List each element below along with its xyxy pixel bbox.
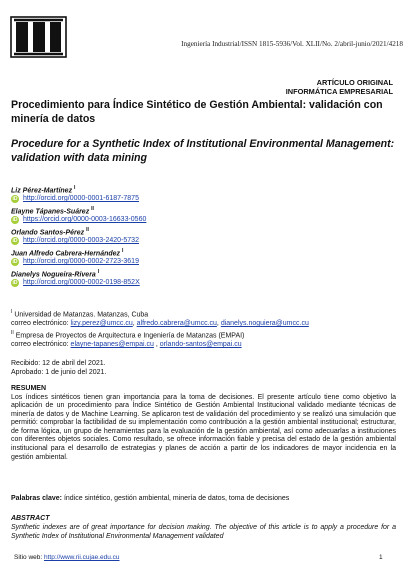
title-english: Procedure for a Synthetic Index of Institutional Environmental Management: validation with data mining: [11, 138, 395, 164]
title-spanish: Procedimiento para Índice Sintético de Gestión Ambiental: validación con minería de datos: [11, 99, 383, 125]
orcid-row: [11, 214, 391, 225]
orcid-icon: iD: [12, 216, 18, 223]
resumen-body: Los índices sintéticos tienen gran importancia para la toma de decisiones. El presente artículo tiene como objetivo la aplicación de un procedimiento para Índice Sintético de Gestión Ambiental Institucional validado mediante técnicas de minería de datos y de Machine Learning. Se aplicaron test de validación del procedimiento y se realizó una simulación que permitió: comprobar la factibilidad de su implementación como contribución a la gestión ambiental institucional; estructurar, de forma lógica, un grupo de herramientas para la evaluación de la gestión ambiental, así como adecuarlas a instituciones con diferentes objetos sociales. Como resultado, se ofrece información fiable y precisa del estado de la gestión ambiental institucional para el desarrollo de estrategias y planes de acción a partir de los indicadores de mayor incidencia en la gestión ambiental.: [11, 393, 396, 461]
author-name: Orlando Santos-Pérez $^{II}$: [11, 227, 89, 237]
article-section-type: [286, 78, 393, 96]
received-date: Recibido: 12 de abril del 2021.: [11, 360, 106, 367]
email-link[interactable]: dianelys.noguiera@umcc.cu: [220, 320, 309, 328]
keywords-label: Palabras clave: [11, 495, 60, 502]
resumen-heading: RESUMEN: [11, 385, 47, 392]
author-name: Juan Alfredo Cabrera-Hernández $^I$: [11, 248, 124, 258]
footer-site: Sitio web: http://www.rii.cujae.edu.cu: [14, 554, 120, 561]
affiliations: [11, 308, 396, 350]
keywords-text: índice sintético, gestión ambiental, minería de datos, toma de decisiones: [63, 495, 290, 502]
approved-date: Aprobado: 1 de junio del 2021.: [11, 369, 107, 376]
section-type-line1: ARTÍCULO ORIGINAL: [316, 78, 393, 87]
affiliation-2-emails: correo electrónico: elayne-tapanes@empai.cu , orlando-santos@empai.cu: [11, 341, 242, 349]
section-type-line2: INFORMÁTICA EMPRESARIAL: [285, 87, 393, 96]
email-link[interactable]: lizy.perez@umcc.cu: [70, 320, 133, 328]
orcid-link[interactable]: https://orcid.org/0000-0003-16633-0560: [23, 216, 147, 223]
author-name: Liz Pérez-Martínez $^I$: [11, 185, 76, 195]
email-link[interactable]: elayne-tapanes@empai.cu: [70, 341, 154, 349]
keywords: Palabras clave: índice sintético, gestión ambiental, minería de datos, toma de decisiones: [11, 495, 290, 502]
author-list: [11, 183, 391, 288]
orcid-row: [11, 256, 391, 267]
email-link[interactable]: orlando-santos@empai.cu: [159, 341, 242, 349]
orcid-icon: iD: [12, 195, 18, 202]
affiliation-2: $^{II}$ Empresa de Proyectos de Arquitectura e Ingeniería de Matanzas (EMPAI): [11, 329, 245, 340]
email-link[interactable]: alfredo.cabrera@umcc.cu: [136, 320, 217, 328]
orcid-link[interactable]: http://orcid.org/0000-0002-2723-3619: [23, 258, 139, 265]
site-link[interactable]: http://www.rii.cujae.edu.cu: [44, 554, 120, 561]
orcid-row: [11, 277, 391, 288]
orcid-link[interactable]: http://orcid.org/0000-0001-6187-7875: [23, 195, 139, 202]
orcid-link[interactable]: http://orcid.org/0000-0003-2420-5732: [23, 237, 139, 244]
author-name: Dianelys Nogueira-Rivera $^I$: [11, 269, 100, 279]
affiliation-1: $^I$ Universidad de Matanzas. Matanzas, Cuba: [11, 309, 149, 319]
abstract-body: Synthetic indexes are of great importance for decision making. The objective of this article is to apply a procedure for a Synthetic Index of Institutional Environmental Management validated: [11, 524, 396, 540]
page-number: 1: [379, 554, 383, 561]
orcid-row: [11, 193, 391, 204]
dates: [11, 359, 106, 377]
journal-logo: [10, 14, 67, 60]
orcid-row: [11, 235, 391, 246]
abstract-heading: ABSTRACT: [11, 515, 50, 522]
orcid-icon: iD: [12, 258, 18, 265]
author-name: Elayne Tápanes-Suárez $^{II}$: [11, 206, 94, 216]
orcid-icon: iD: [12, 237, 18, 244]
orcid-icon: iD: [12, 279, 18, 286]
journal-reference: Ingeniería Industrial/ISSN 1815-5936/Vol. XLII/No. 2/abril-junio/2021/4218: [181, 40, 403, 48]
affiliation-1-emails: correo electrónico: lizy.perez@umcc.cu, alfredo.cabrera@umcc.cu, dianelys.noguiera@umcc.cu: [11, 320, 309, 328]
orcid-link[interactable]: http://orcid.org/0000-0002-0198-852X: [23, 279, 140, 286]
